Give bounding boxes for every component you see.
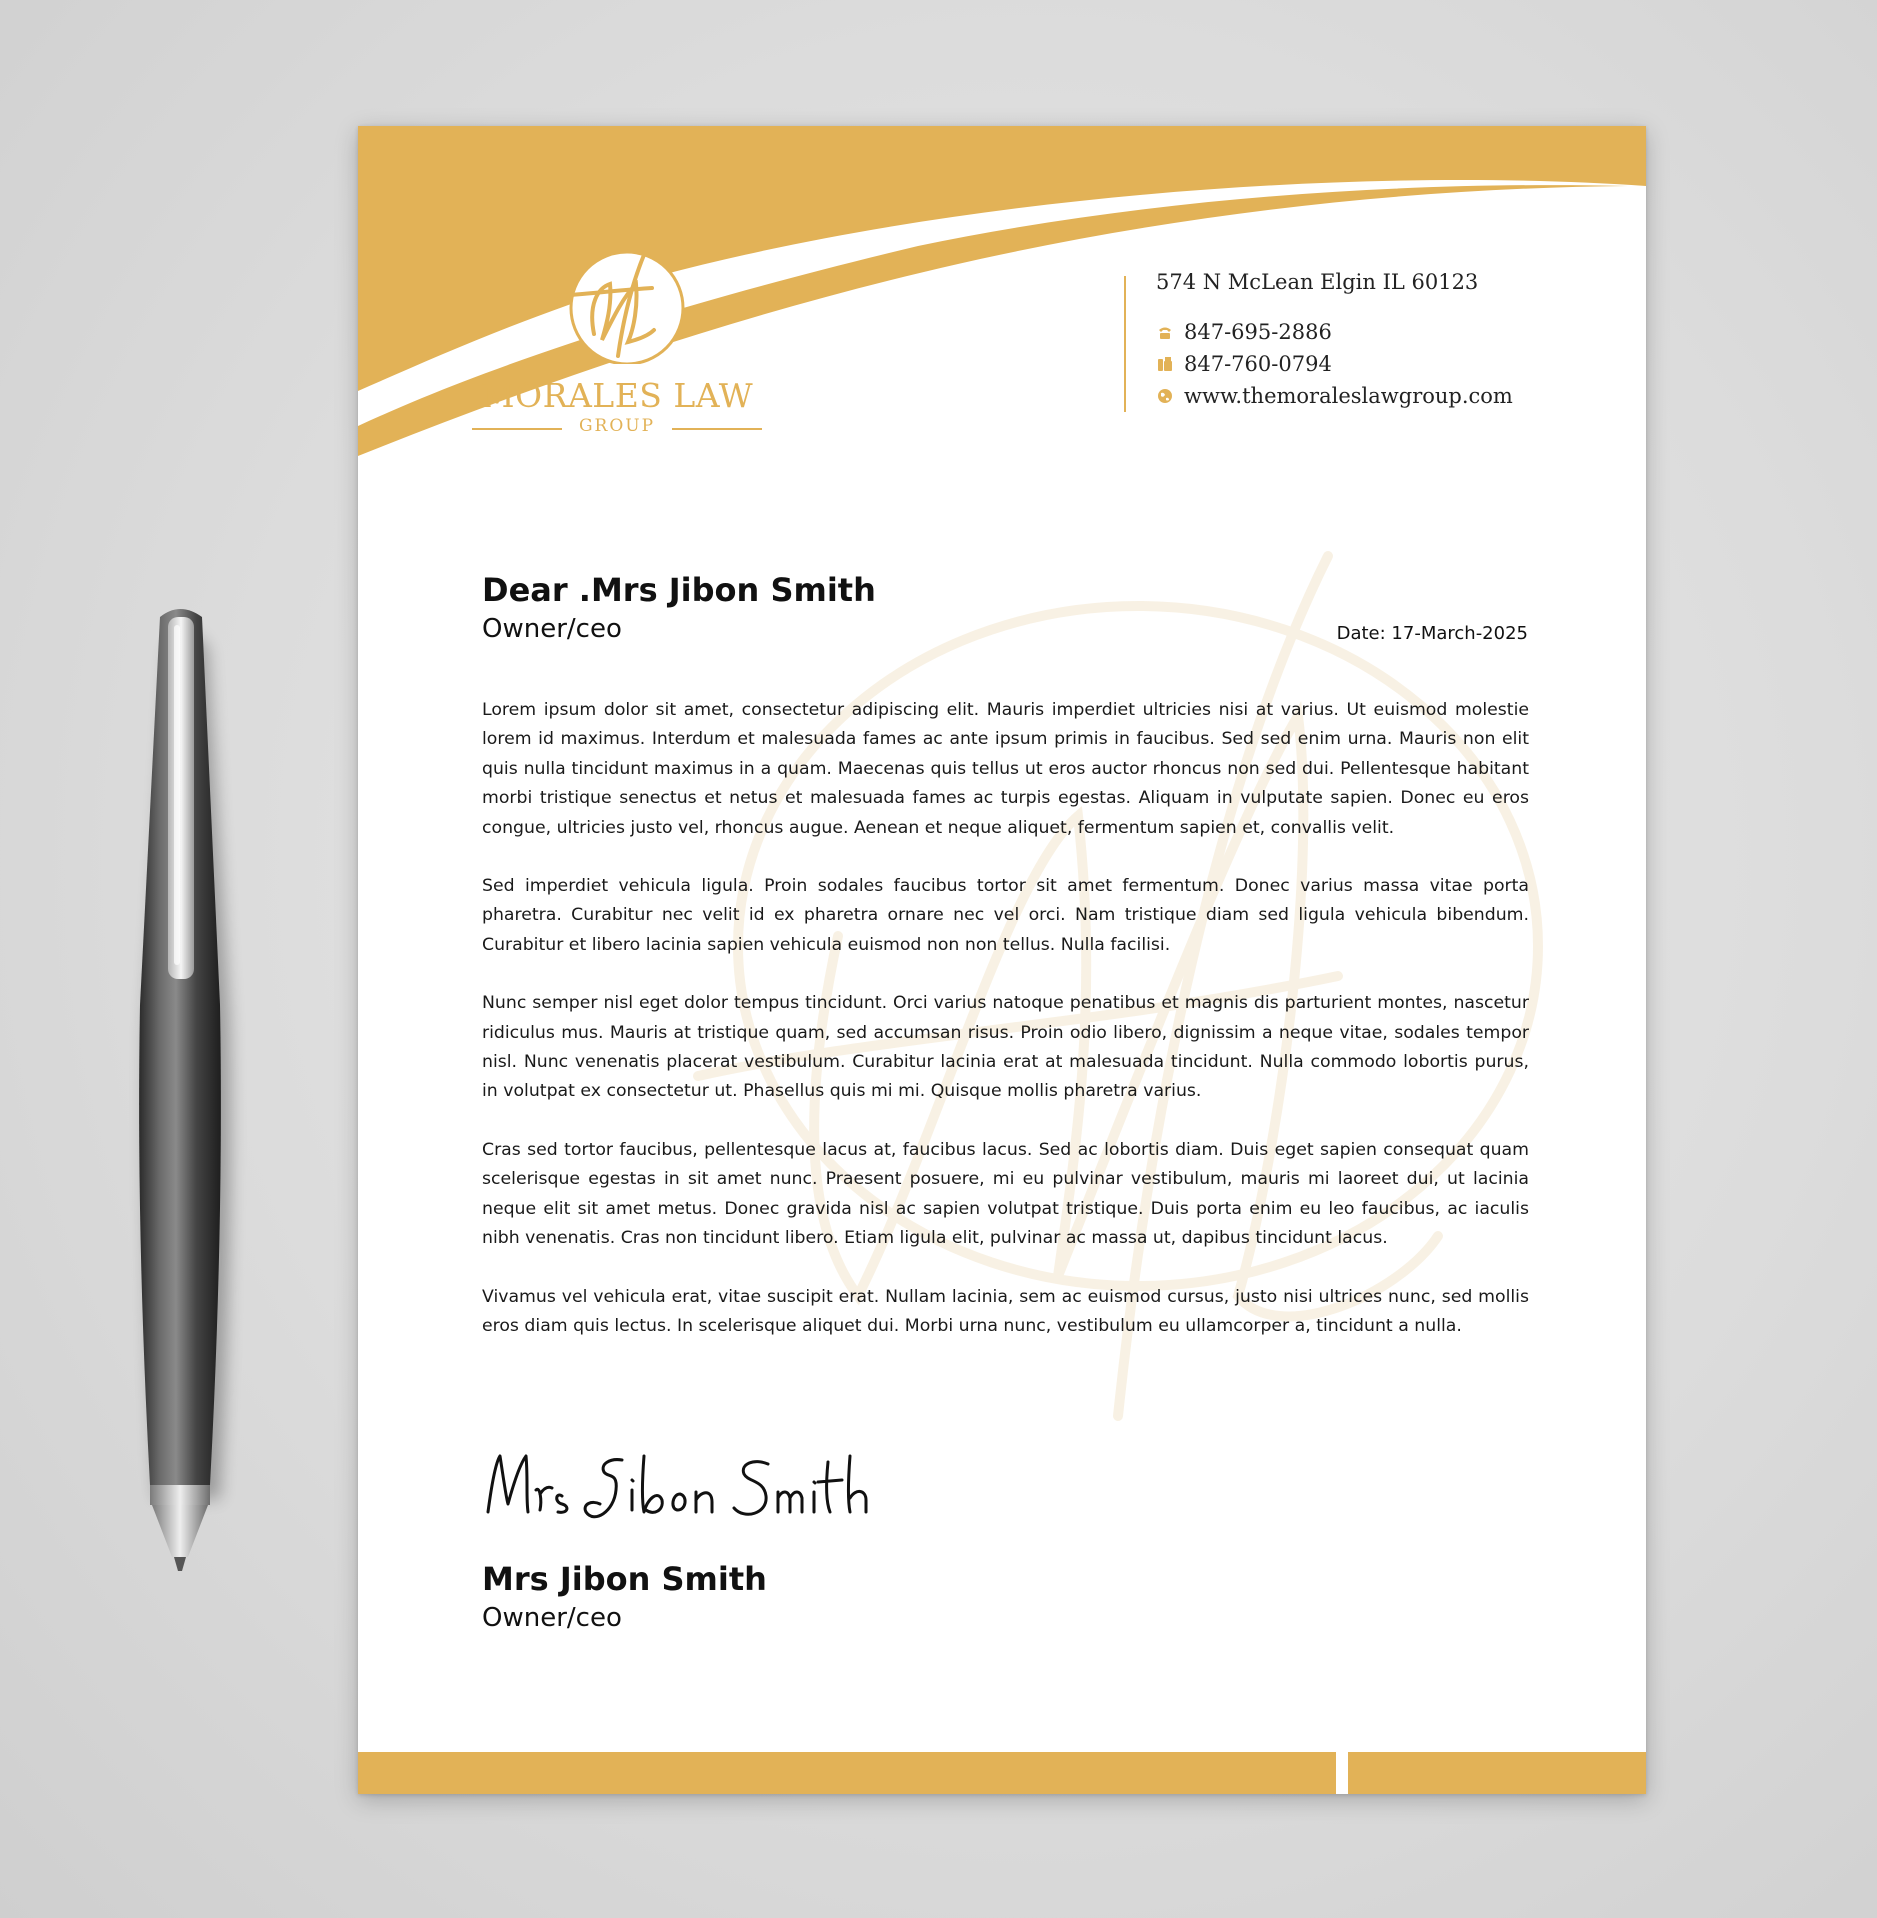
- letterhead-sheet: [358, 126, 1646, 1794]
- signer-role: Owner/ceo: [482, 1603, 622, 1633]
- body-paragraph: Nunc semper nisl eget dolor tempus tincidunt. Orci varius natoque penatibus et magnis dis parturient montes, nascetur ridiculus mus. Mauris at tristique quam, sed accumsan risus. Proin odio libero, dignissim a neque vitae, sodales tempor nisl. Nunc venenatis placerat vestibulum. Curabitur lacinia erat at malesuada tincidunt. Nulla commodo lobortis purus, in volutpat ex consectetur ut. Phasellus quis mi mi. Quisque mollis pharetra varius.: [482, 993, 1529, 1102]
- contact-phone: 847-695-2886: [1184, 320, 1332, 344]
- letter-body: [482, 696, 1529, 1370]
- body-paragraph: Sed imperdiet vehicula ligula. Proin sodales faucibus tortor sit amet fermentum. Donec varius massa vitae porta pharetra. Curabitur nec velit id ex pharetra ornare nec vel orci. Nam tristique diam sed ligula vehicula bibendum. Curabitur et libero lacinia sapien vehicula euismod non non tellus. Nulla facilisi.: [482, 876, 1529, 955]
- body-paragraph: Vivamus vel vehicula erat, vitae suscipit erat. Nullam lacinia, sem ac euismod cursus, justo nisi ultrices nunc, sed mollis eros diam quis lectus. In scelerisque aliquet dui. Morbi urna nunc, vestibulum eu ullamcorper a, tincidunt a nulla.: [482, 1286, 1529, 1336]
- contact-divider: [1124, 276, 1126, 412]
- logo-sub-line-right: [672, 428, 762, 430]
- contact-fax: 847-760-0794: [1184, 352, 1332, 376]
- body-paragraph: Cras sed tortor faucibus, pellentesque lacus at, faucibus lacus. Sed ac lobortis diam. Duis eget sapien consequat quam scelerisque egestas in sit amet nunc. Praesent posuere, mi eu pulvinar vestibulum, mauris mi laoreet dui, ut lacinia neque elit sit amet metus. Donec gravida nisl ac sapien volutpat tristique. Duis porta enim eu leo faucibus, ac iaculis nibh venenatis. Cras non tincidunt libero. Etiam ligula elit, pulvinar ac massa ut, dapibus tincidunt lacus.: [482, 1139, 1529, 1249]
- logo-name: MORALES LAW: [480, 376, 754, 415]
- contact-website-row[interactable]: [1156, 384, 1513, 408]
- handwritten-signature: [482, 1442, 902, 1532]
- pen-image: [130, 605, 230, 1575]
- logo-sub: GROUP: [578, 416, 656, 436]
- footer-bar-left: [358, 1752, 1336, 1794]
- phone-icon: [1156, 323, 1174, 341]
- logo-sub-block: [472, 416, 762, 442]
- salutation: Dear .Mrs Jibon Smith: [482, 571, 876, 609]
- body-paragraph: Lorem ipsum dolor sit amet, consectetur adipiscing elit. Mauris imperdiet ultricies nisi at varius. Ut euismod molestie lorem id maximus. Interdum et malesuada fames ac ante ipsum primis in faucibus. Sed sed enim urna. Mauris non elit quis nulla tincidunt maximus in a quam. Maecenas quis tellus ut eros auctor rhoncus non sed dui. Pellentesque habitant morbi tristique senectus et netus et malesuada fames ac turpis egestas. Aliquam in vulputate sapien. Donec eu eros congue, ultricies justo vel, rhoncus augue. Aenean et neque aliquet, fermentum sapien et, convallis velit.: [482, 700, 1529, 838]
- contact-fax-row: [1156, 352, 1332, 376]
- footer-bar-right: [1348, 1752, 1646, 1794]
- fax-icon: [1156, 355, 1174, 373]
- logo-monogram: [552, 244, 692, 364]
- signer-name: Mrs Jibon Smith: [482, 1560, 767, 1598]
- contact-phone-row: [1156, 320, 1332, 344]
- recipient-role: Owner/ceo: [482, 614, 622, 644]
- letter-date: Date: 17-March-2025: [1336, 623, 1528, 644]
- contact-website[interactable]: www.themoraleslawgroup.com: [1184, 384, 1513, 408]
- contact-address: 574 N McLean Elgin IL 60123: [1156, 270, 1479, 294]
- globe-icon: [1156, 387, 1174, 405]
